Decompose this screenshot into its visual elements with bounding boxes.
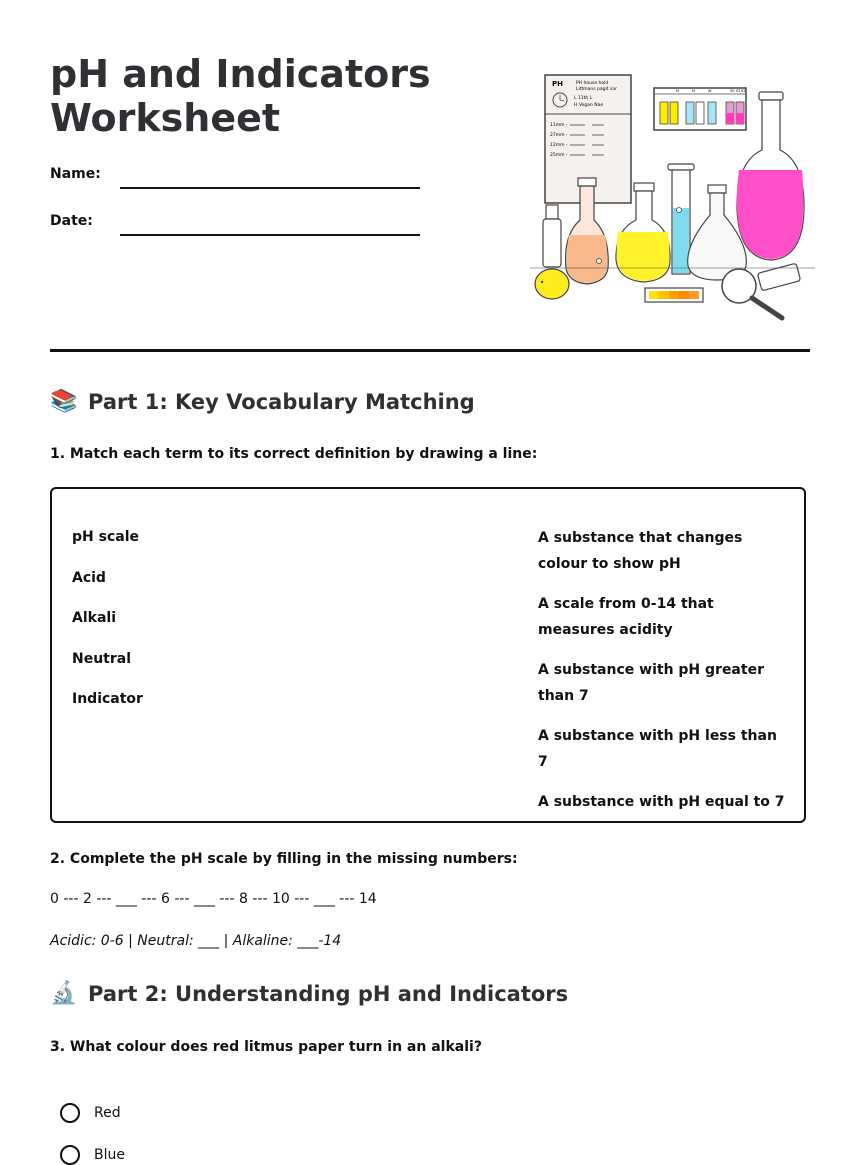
term-alkali[interactable]: Alkali — [72, 610, 116, 626]
chart-title: PH — [552, 80, 563, 88]
radio-button[interactable] — [60, 1103, 80, 1123]
chart-line-4: 25mm - — [550, 153, 568, 158]
definition-item[interactable]: A substance that changes colour to show pH — [538, 530, 743, 572]
page-title: pH and Indicators Worksheet — [50, 52, 431, 140]
lemon — [535, 269, 569, 299]
term-ph-scale[interactable]: pH scale — [72, 529, 139, 545]
radio-button[interactable] — [60, 1145, 80, 1165]
definition-item[interactable]: A substance with pH less than 7 — [538, 728, 777, 770]
tube-label-5: 02 — [736, 89, 741, 93]
chart-line-2: 27mm - — [550, 133, 568, 138]
part2-title: Part 2: Understanding pH and Indicators — [88, 981, 569, 1006]
microscope-icon: 🔬 — [50, 981, 78, 1006]
option-label: Blue — [94, 1147, 125, 1163]
question-1: 1. Match each term to its correct definition by drawing a line: — [50, 446, 538, 462]
option-red[interactable] — [60, 1103, 121, 1123]
term-neutral[interactable]: Neutral — [72, 651, 132, 667]
definition-item[interactable]: A substance with pH greater than 7 — [538, 662, 764, 704]
part2-heading — [50, 981, 568, 1006]
tube-label-3: W — [708, 89, 712, 93]
definition-item[interactable]: A substance with pH equal to 7 — [538, 794, 785, 810]
chart-subtitle-2: Littmans pagit sar — [576, 87, 617, 92]
header-divider — [50, 349, 810, 352]
ph-colour-strip — [645, 288, 703, 302]
chart-line-3: 12mm - — [550, 143, 568, 148]
name-label: Name: — [50, 166, 101, 182]
small-bottle — [543, 205, 561, 267]
pink-flask — [737, 92, 804, 260]
tube-label-2: M — [692, 89, 696, 93]
part1-title: Part 1: Key Vocabulary Matching — [88, 389, 475, 414]
definitions-list — [538, 525, 788, 829]
magnifying-glass — [722, 263, 801, 318]
books-icon: 📚 — [50, 389, 78, 414]
question-3: 3. What colour does red litmus paper turn in an alkali? — [50, 1039, 482, 1055]
option-label: Red — [94, 1105, 121, 1121]
tube-label-6: 92 — [741, 89, 746, 93]
term-indicator[interactable]: Indicator — [72, 691, 143, 707]
chart-row-2: H Vegan Nae — [574, 103, 604, 108]
term-acid[interactable]: Acid — [72, 570, 106, 586]
chart-subtitle-1: PH house hold — [576, 81, 609, 86]
tube-label-4: 50 — [730, 89, 735, 93]
option-blue[interactable] — [60, 1145, 125, 1165]
lab-equipment-illustration — [530, 70, 815, 325]
ph-scale-blanks[interactable]: 0 --- 2 --- ___ --- 6 --- ___ --- 8 --- 10 --- ___ --- 14 — [50, 891, 377, 907]
part1-heading — [50, 389, 475, 414]
ph-scale-note[interactable]: Acidic: 0-6 | Neutral: ___ | Alkaline: ___-14 — [50, 933, 342, 949]
date-label: Date: — [50, 213, 93, 229]
definition-item[interactable]: A scale from 0-14 that measures acidity — [538, 596, 714, 638]
chart-row-1: L 11th L — [574, 96, 593, 101]
question-2: 2. Complete the pH scale by filling in the missing numbers: — [50, 851, 518, 867]
test-tube-rack — [654, 88, 746, 130]
date-field[interactable] — [120, 234, 420, 236]
matching-box[interactable] — [50, 487, 806, 823]
chart-line-1: 11mm - — [550, 123, 568, 128]
name-field[interactable] — [120, 187, 420, 189]
tube-label-1: M — [676, 89, 680, 93]
